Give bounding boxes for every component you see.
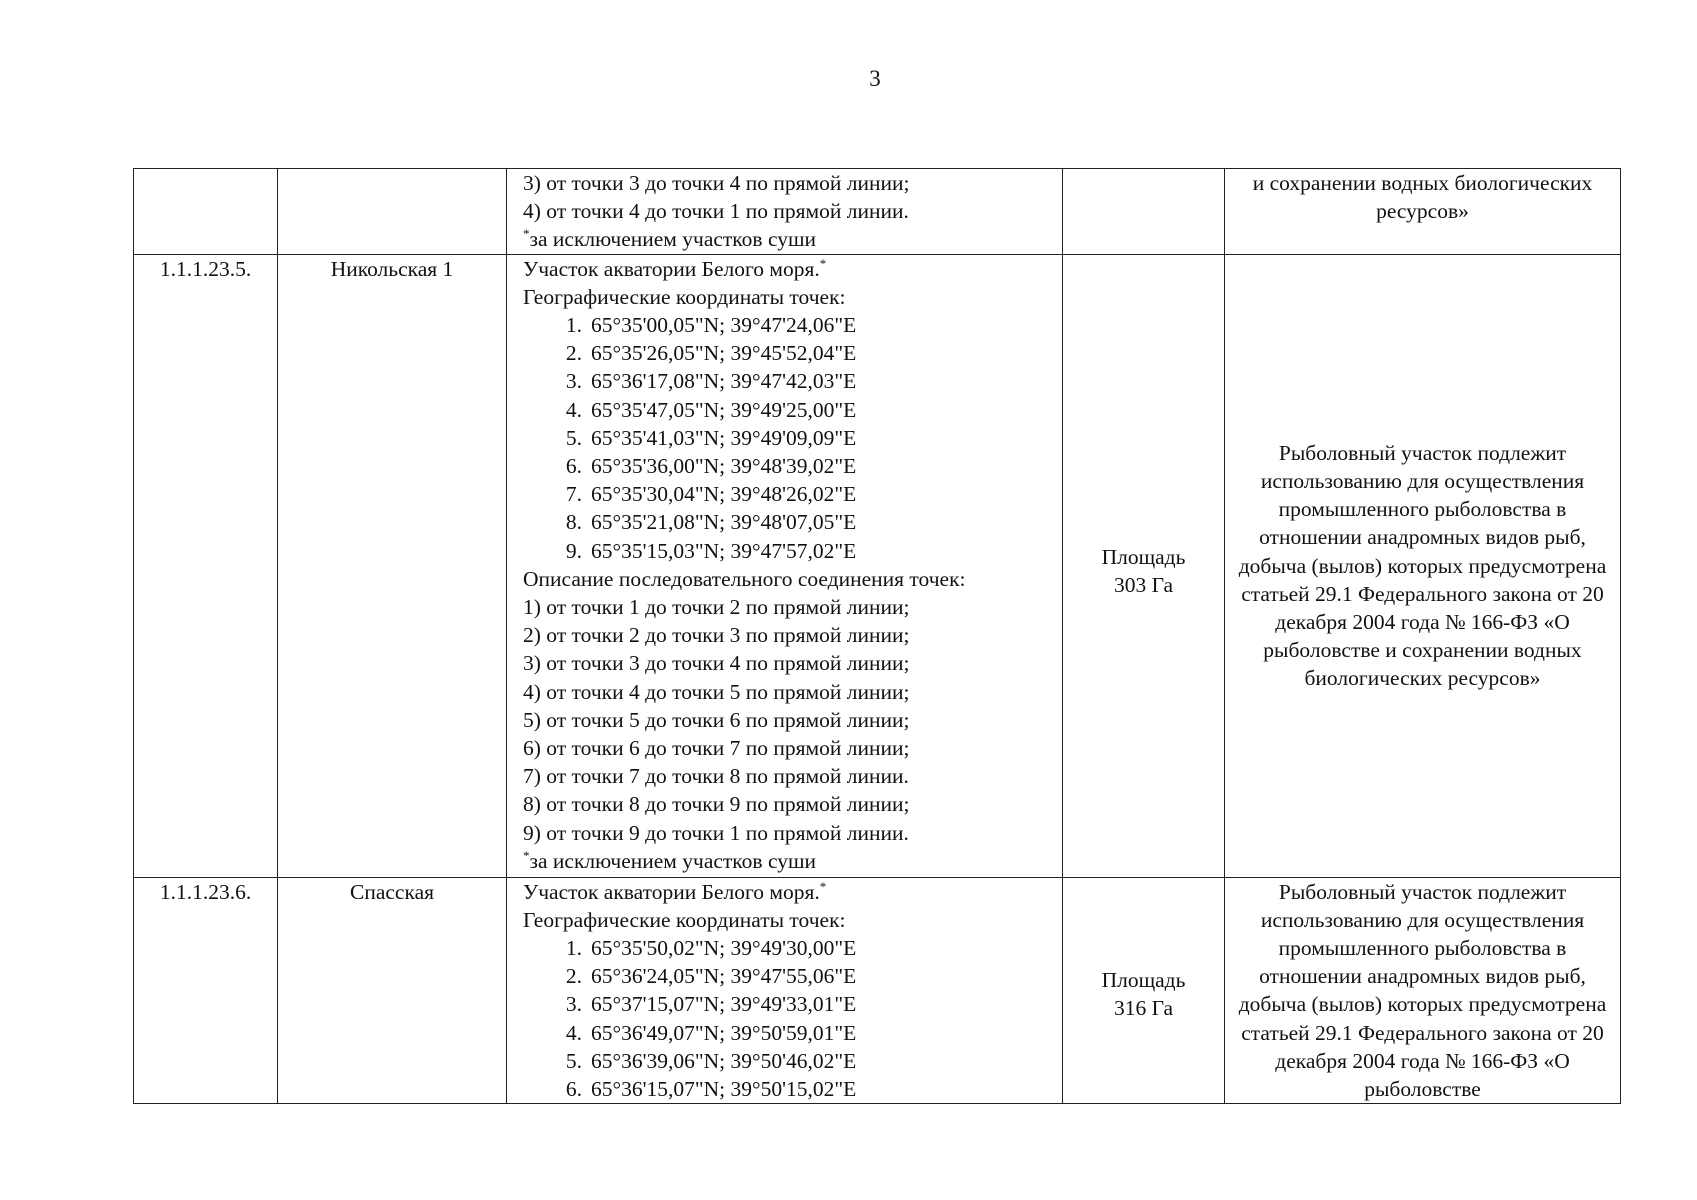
- description-title: Участок акватории Белого моря.*: [523, 255, 827, 281]
- connection-line: 2) от точки 2 до точки 3 по прямой линии;: [523, 623, 910, 648]
- row-description-cell: [507, 877, 1063, 1104]
- page-number: 3: [869, 66, 881, 91]
- area-label: Площадь: [1101, 967, 1186, 992]
- row-area-cell: [1063, 169, 1225, 255]
- footnote: *за исключением участков суши: [523, 847, 817, 873]
- footnote-text: за исключением участков суши: [529, 848, 817, 873]
- connection-line: 5) от точки 5 до точки 6 по прямой линии;: [523, 707, 910, 732]
- description-title-text: Участок акватории Белого моря.: [523, 256, 820, 281]
- coordinate-item: 2. 65°36'24,05"N; 39°47'55,06"E: [565, 964, 857, 989]
- row-area-cell: [1063, 877, 1225, 1104]
- coordinate-item: 1. 65°35'50,02"N; 39°49'30,00"E: [565, 936, 857, 961]
- area-value: 316 Га: [1113, 995, 1174, 1020]
- coordinate-item: 3. 65°36'17,08"N; 39°47'42,03"E: [565, 369, 857, 394]
- row-purpose-cell: Рыболовный участок подлежит использованию для осуществления промышленного рыболовства в отношении анадромных видов рыб, добыча (вылов) которых предусмотрена статьей 29.1 Федерального закона от 20 декабря 2004 года № 166-ФЗ «О рыболовстве и сохранении водных биологических ресурсов»: [1225, 254, 1621, 877]
- description-title: Участок акватории Белого моря.*: [523, 878, 827, 904]
- table-row: [134, 169, 1621, 255]
- coordinate-item: 2. 65°35'26,05"N; 39°45'52,04"E: [565, 341, 857, 366]
- coordinate-item: 4. 65°35'47,05"N; 39°49'25,00"E: [565, 397, 857, 422]
- coordinate-item: 3. 65°37'15,07"N; 39°49'33,01"E: [565, 992, 857, 1017]
- row-area-cell: [1063, 254, 1225, 877]
- connection-line: 4) от точки 4 до точки 5 по прямой линии;: [523, 679, 910, 704]
- coordinate-item: 6. 65°35'36,00"N; 39°48'39,02"E: [565, 454, 857, 479]
- footnote-text: за исключением участков суши: [529, 227, 817, 252]
- row-name-cell: Спасская: [278, 877, 507, 1104]
- area-label: Площадь: [1101, 544, 1186, 569]
- row-id-cell: [134, 169, 278, 255]
- coords-header: Географические координаты точек:: [523, 284, 846, 309]
- coordinate-item: 5. 65°35'41,03"N; 39°49'09,09"E: [565, 425, 857, 450]
- connection-line: 8) от точки 8 до точки 9 по прямой линии;: [523, 792, 910, 817]
- row-id-cell: 1.1.1.23.5.: [134, 254, 278, 877]
- connection-line: 7) от точки 7 до точки 8 по прямой линии.: [523, 764, 909, 789]
- coordinate-item: 9. 65°35'15,03"N; 39°47'57,02"E: [565, 538, 857, 563]
- coords-header: Географические координаты точек:: [523, 907, 846, 932]
- fishing-areas-table: [133, 168, 1621, 1104]
- connections-header: Описание последовательного соединения точек:: [523, 566, 966, 591]
- row-id-cell: 1.1.1.23.6.: [134, 877, 278, 1104]
- row-description-cell: [507, 169, 1063, 255]
- coordinate-item: 6. 65°36'15,07"N; 39°50'15,02"E: [565, 1077, 857, 1102]
- table-row: [134, 877, 1621, 1104]
- footnote: *за исключением участков суши: [523, 226, 817, 252]
- area-value: 303 Га: [1113, 572, 1174, 597]
- coordinate-item: 4. 65°36'49,07"N; 39°50'59,01"E: [565, 1020, 857, 1045]
- description-title-text: Участок акватории Белого моря.: [523, 879, 820, 904]
- row-description-cell: [507, 254, 1063, 877]
- connection-line: 6) от точки 6 до точки 7 по прямой линии;: [523, 736, 910, 761]
- row-name-cell: Никольская 1: [278, 254, 507, 877]
- connection-line: 1) от точки 1 до точки 2 по прямой линии;: [523, 595, 910, 620]
- coordinate-item: 1. 65°35'00,05"N; 39°47'24,06"E: [565, 313, 857, 338]
- row-purpose-cell: и сохранении водных биологических ресурсов»: [1225, 169, 1621, 255]
- row-purpose-cell: Рыболовный участок подлежит использованию для осуществления промышленного рыболовства в отношении анадромных видов рыб, добыча (вылов) которых предусмотрена статьей 29.1 Федерального закона от 20 декабря 2004 года № 166-ФЗ «О рыболовстве: [1225, 877, 1621, 1104]
- table-row: [134, 254, 1621, 877]
- connection-line: 3) от точки 3 до точки 4 по прямой линии;: [523, 171, 910, 195]
- connection-line: 4) от точки 4 до точки 1 по прямой линии.: [523, 199, 909, 224]
- row-name-cell: [278, 169, 507, 255]
- connection-line: 3) от точки 3 до точки 4 по прямой линии;: [523, 651, 910, 676]
- coordinate-item: 8. 65°35'21,08"N; 39°48'07,05"E: [565, 510, 857, 535]
- coordinate-item: 5. 65°36'39,06"N; 39°50'46,02"E: [565, 1048, 857, 1073]
- coordinate-item: 7. 65°35'30,04"N; 39°48'26,02"E: [565, 482, 857, 507]
- connection-line: 9) от точки 9 до точки 1 по прямой линии.: [523, 820, 909, 845]
